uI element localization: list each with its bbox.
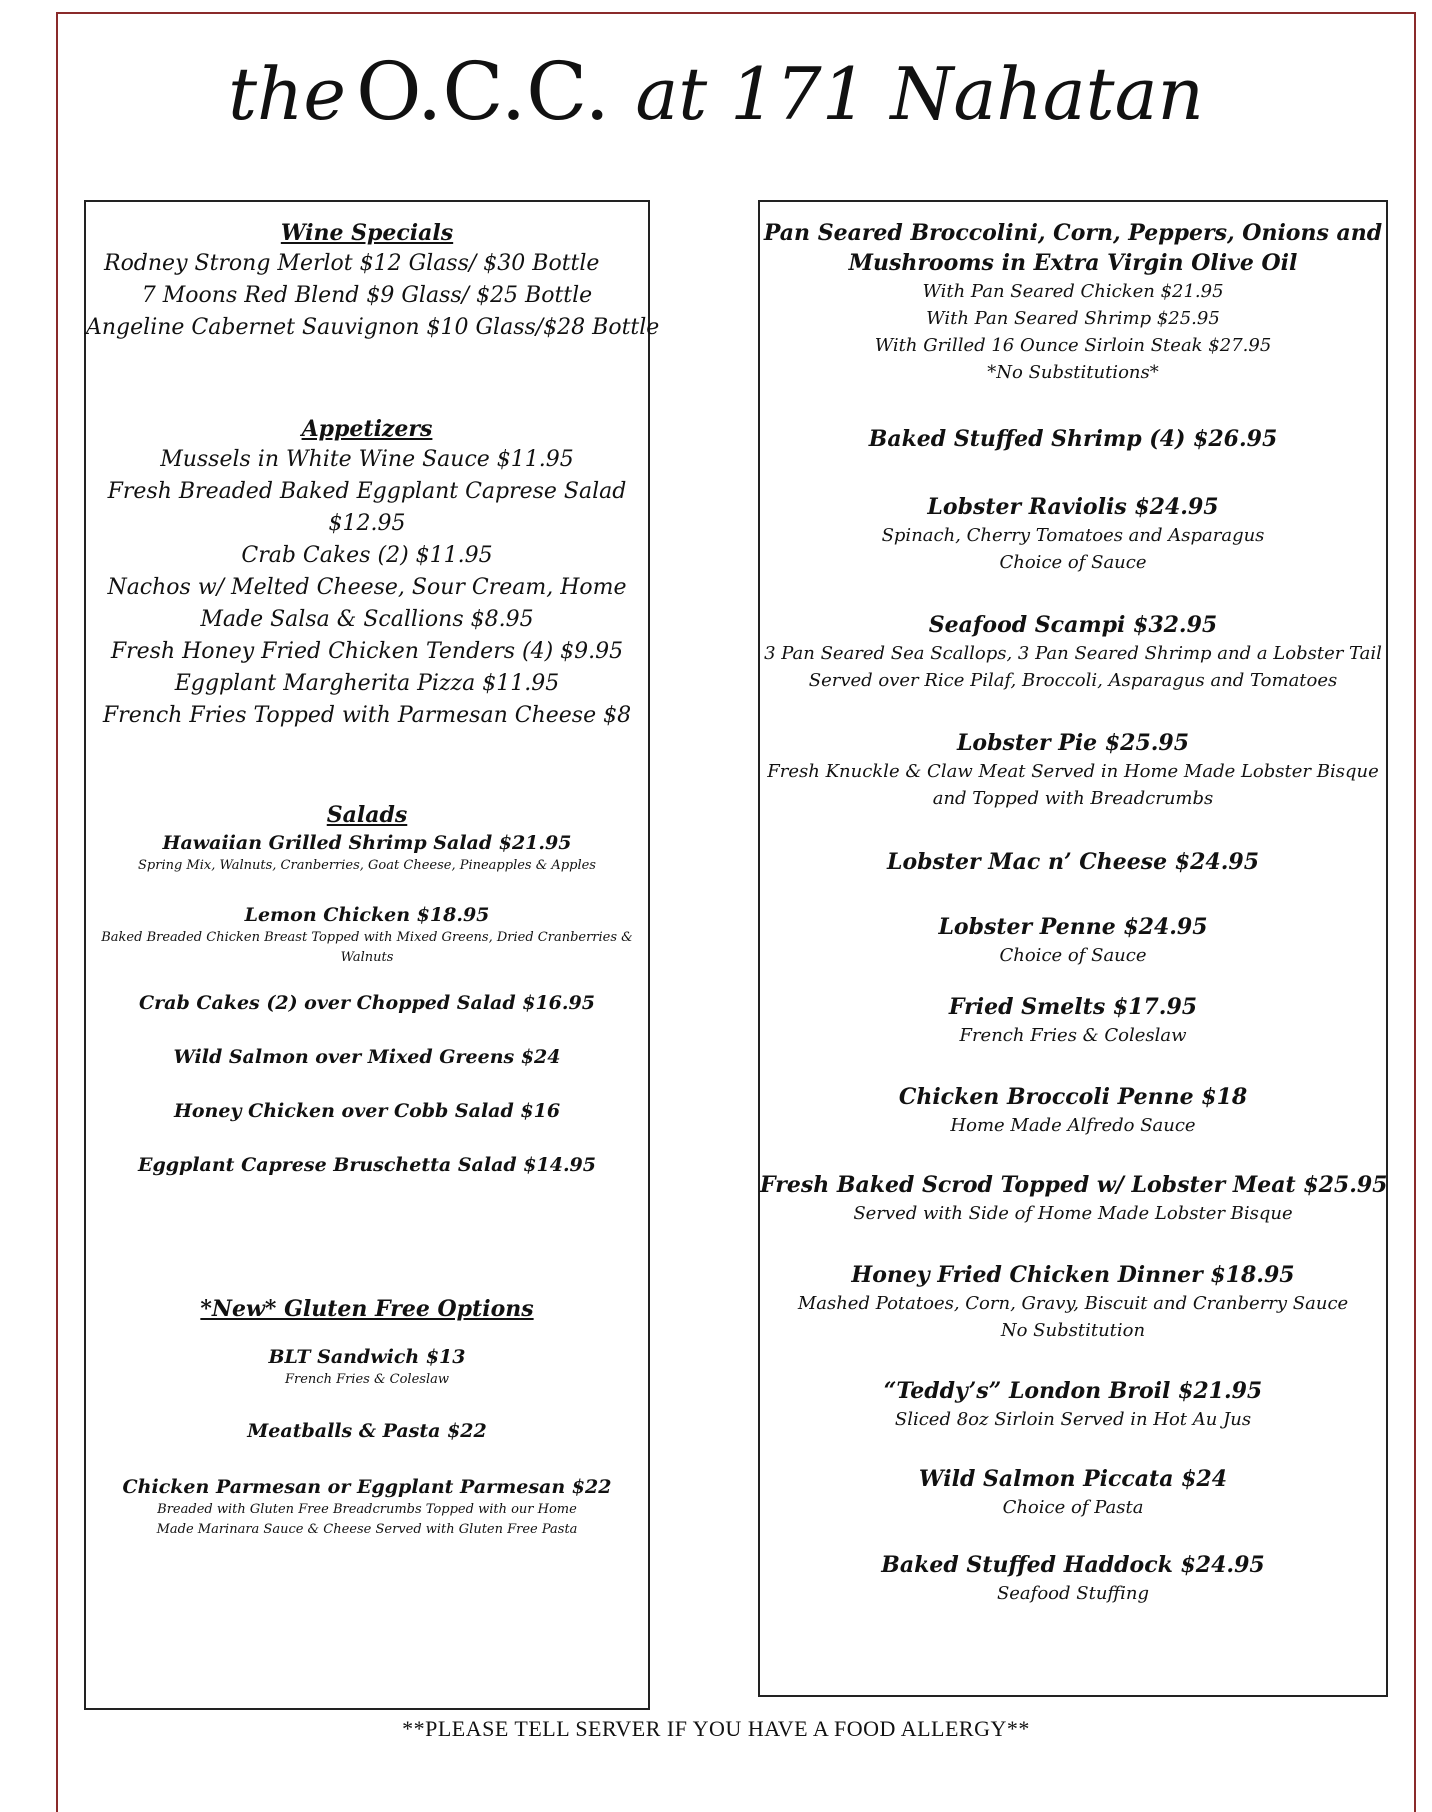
entree-title: Wild Salmon Piccata $24 [918, 1466, 1228, 1492]
entree-desc: Choice of Pasta [1002, 1497, 1144, 1518]
appetizer-item: Fresh Honey Fried Chicken Tenders (4) $9.95 [110, 639, 624, 664]
entree-title: Seafood Scampi $32.95 [928, 612, 1218, 638]
appetizer-item: Eggplant Margherita Pizza $11.95 [174, 671, 560, 696]
entree-desc: Fresh Knuckle & Claw Meat Served in Home Made Lobster Bisque [767, 761, 1379, 782]
salads-section [86, 800, 648, 1178]
wine-item: 7 Moons Red Blend $9 Glass/ $25 Bottle [141, 283, 593, 308]
appetizer-item: Nachos w/ Melted Cheese, Sour Cream, Home [107, 575, 627, 600]
entree-title: Lobster Penne $24.95 [938, 914, 1208, 940]
wine-item: Angeline Cabernet Sauvignon $10 Glass/$28 Bottle [86, 315, 660, 340]
gluten-free-heading: *New* Gluten Free Options [200, 1296, 534, 1322]
gf-desc: French Fries & Coleslaw [284, 1372, 449, 1387]
entree-item [760, 424, 1386, 454]
appetizers-section [86, 414, 648, 732]
entree-desc: No Substitution [1000, 1320, 1146, 1341]
entree-item [760, 728, 1386, 812]
entree-desc: Served with Side of Home Made Lobster Bisque [853, 1203, 1293, 1224]
entree-title: Lobster Mac n’ Cheese $24.95 [886, 849, 1260, 875]
appetizer-item: Fresh Breaded Baked Eggplant Caprese Salad [107, 479, 627, 504]
salad-title: Honey Chicken over Cobb Salad $16 [173, 1100, 561, 1122]
entree-title: Chicken Broccoli Penne $18 [898, 1084, 1248, 1110]
title-part-occ: O.C.C. [356, 45, 610, 138]
salad-title: Lemon Chicken $18.95 [244, 904, 490, 926]
gf-title: BLT Sandwich $13 [268, 1346, 466, 1368]
wine-section [86, 218, 660, 344]
salad-desc: Spring Mix, Walnuts, Cranberries, Goat Cheese, Pineapples & Apples [138, 858, 596, 873]
entree-title: Honey Fried Chicken Dinner $18.95 [851, 1262, 1295, 1288]
entree-desc: With Pan Seared Chicken $21.95 [922, 281, 1224, 302]
entree-title: Baked Stuffed Haddock $24.95 [881, 1552, 1265, 1578]
entree-title: Baked Stuffed Shrimp (4) $26.95 [868, 426, 1278, 452]
salad-desc: Baked Breaded Chicken Breast Topped with Mixed Greens, Dried Cranberries & Walnuts [101, 930, 633, 965]
entree-desc: With Grilled 16 Ounce Sirloin Steak $27.95 [874, 335, 1272, 356]
entree-desc: With Pan Seared Shrimp $25.95 [926, 308, 1220, 329]
gluten-free-section [86, 1294, 648, 1540]
salad-title: Wild Salmon over Mixed Greens $24 [173, 1046, 561, 1068]
entree-title: Fried Smelts $17.95 [948, 994, 1198, 1020]
entree-desc: Sliced 8oz Sirloin Served in Hot Au Jus [894, 1409, 1252, 1430]
left-menu-panel [84, 200, 660, 1710]
appetizer-item: Crab Cakes (2) $11.95 [241, 543, 493, 568]
entree-title: Lobster Pie $25.95 [956, 730, 1190, 756]
entree-item [760, 610, 1386, 694]
entree-title: Pan Seared Broccolini, Corn, Peppers, Onions and [763, 220, 1383, 246]
appetizer-item: Made Salsa & Scallions $8.95 [200, 607, 534, 632]
gf-desc: Breaded with Gluten Free Breadcrumbs Topped with our Home Made Marinara Sauce & Cheese Served with Gluten Free Pasta [156, 1502, 578, 1537]
entree-title: “Teddy’s” London Broil $21.95 [883, 1378, 1263, 1404]
entree-item [760, 492, 1386, 576]
entree-item [760, 1260, 1386, 1344]
entree-item [760, 1082, 1386, 1139]
entree-item [760, 1376, 1386, 1433]
entree-desc: Served over Rice Pilaf, Broccoli, Asparagus and Tomatoes [808, 670, 1338, 691]
appetizer-item: Mussels in White Wine Sauce $11.95 [160, 447, 574, 472]
gf-title: Meatballs & Pasta $22 [247, 1420, 487, 1442]
entree-item [760, 912, 1386, 969]
entree-desc: Seafood Stuffing [996, 1583, 1150, 1604]
salads-heading: Salads [326, 802, 408, 828]
title-part-the: the [228, 52, 347, 136]
entree-title: Fresh Baked Scrod Topped w/ Lobster Meat $25.95 [760, 1172, 1388, 1198]
wine-heading: Wine Specials [280, 220, 454, 246]
appetizers-heading: Appetizers [301, 416, 433, 442]
page-title [0, 45, 1432, 138]
entree-desc: Spinach, Cherry Tomatoes and Asparagus [881, 525, 1265, 546]
entree-title: Mushrooms in Extra Virgin Olive Oil [848, 250, 1298, 276]
entree-desc: French Fries & Coleslaw [959, 1025, 1187, 1046]
entree-desc: 3 Pan Seared Sea Scallops, 3 Pan Seared Shrimp and a Lobster Tail [764, 643, 1382, 664]
gf-title: Chicken Parmesan or Eggplant Parmesan $22 [122, 1476, 612, 1498]
entree-item [760, 1550, 1386, 1607]
entree-item [760, 847, 1386, 877]
entree-desc: Choice of Sauce [999, 945, 1147, 966]
salad-title: Hawaiian Grilled Shrimp Salad $21.95 [162, 832, 572, 854]
entree-desc: and Topped with Breadcrumbs [932, 788, 1214, 809]
entree-title: Lobster Raviolis $24.95 [927, 494, 1219, 520]
right-menu-panel [758, 200, 1388, 1697]
entree-desc: Mashed Potatoes, Corn, Gravy, Biscuit and Cranberry Sauce [797, 1293, 1349, 1314]
entree-item [760, 1170, 1386, 1227]
entree-desc: *No Substitutions* [987, 362, 1159, 383]
entree-item [760, 218, 1386, 386]
title-part-location: at 171 Nahatan [635, 52, 1204, 136]
appetizer-item: $12.95 [328, 511, 406, 536]
appetizer-item: French Fries Topped with Parmesan Cheese $8 [102, 703, 632, 728]
salad-title: Eggplant Caprese Bruschetta Salad $14.95 [138, 1154, 596, 1176]
entree-item [760, 1464, 1386, 1521]
entree-desc: Choice of Sauce [999, 552, 1147, 573]
allergy-note: **PLEASE TELL SERVER IF YOU HAVE A FOOD ALLERGY** [402, 1716, 1030, 1741]
entree-item [760, 992, 1386, 1049]
wine-item: Rodney Strong Merlot $12 Glass/ $30 Bottle [104, 251, 600, 276]
entree-desc: Home Made Alfredo Sauce [950, 1115, 1196, 1136]
salad-title: Crab Cakes (2) over Chopped Salad $16.95 [139, 992, 595, 1014]
